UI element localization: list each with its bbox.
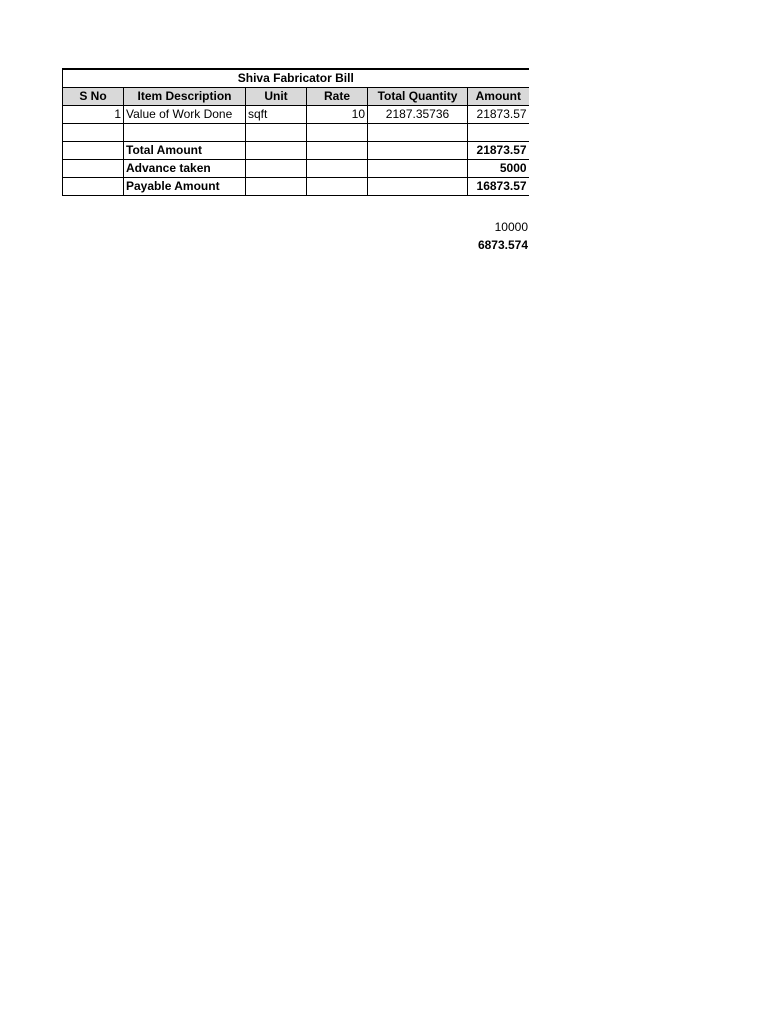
cell-amount: 21873.57 <box>468 106 529 124</box>
table-row <box>63 106 529 124</box>
extra-value-plain: 10000 <box>494 220 528 234</box>
cell-empty <box>63 142 124 160</box>
cell-qty <box>368 124 468 142</box>
cell-amount <box>468 124 529 142</box>
cell-qty: 2187.35736 <box>368 106 468 124</box>
header-rate: Rate <box>307 88 368 106</box>
summary-amount: 21873.57 <box>468 142 529 160</box>
cell-empty <box>368 142 468 160</box>
cell-empty <box>63 160 124 178</box>
cell-desc <box>124 124 246 142</box>
summary-label: Advance taken <box>124 160 246 178</box>
cell-empty <box>246 178 307 196</box>
cell-desc: Value of Work Done <box>124 106 246 124</box>
bill-table <box>62 68 529 196</box>
cell-empty <box>246 142 307 160</box>
summary-label: Total Amount <box>124 142 246 160</box>
summary-amount: 5000 <box>468 160 529 178</box>
summary-label: Payable Amount <box>124 178 246 196</box>
cell-empty <box>368 178 468 196</box>
summary-row-payable <box>63 178 529 196</box>
cell-empty <box>307 178 368 196</box>
extra-value-bold: 6873.574 <box>477 238 528 252</box>
cell-empty <box>307 142 368 160</box>
cell-sno <box>63 124 124 142</box>
cell-unit: sqft <box>246 106 307 124</box>
cell-rate <box>307 124 368 142</box>
summary-amount: 16873.57 <box>468 178 529 196</box>
spreadsheet-bill <box>62 68 528 252</box>
header-item-description: Item Description <box>124 88 246 106</box>
cell-empty <box>63 178 124 196</box>
summary-row-advance <box>63 160 529 178</box>
header-amount: Amount <box>468 88 529 106</box>
cell-unit <box>246 124 307 142</box>
bill-title: Shiva Fabricator Bill <box>63 69 529 88</box>
cell-empty <box>368 160 468 178</box>
table-row <box>63 124 529 142</box>
title-row <box>63 69 529 88</box>
cell-rate: 10 <box>307 106 368 124</box>
header-unit: Unit <box>246 88 307 106</box>
cell-empty <box>246 160 307 178</box>
header-total-quantity: Total Quantity <box>368 88 468 106</box>
header-sno: S No <box>63 88 124 106</box>
cell-sno: 1 <box>63 106 124 124</box>
summary-row-total <box>63 142 529 160</box>
header-row <box>63 88 529 106</box>
cell-empty <box>307 160 368 178</box>
